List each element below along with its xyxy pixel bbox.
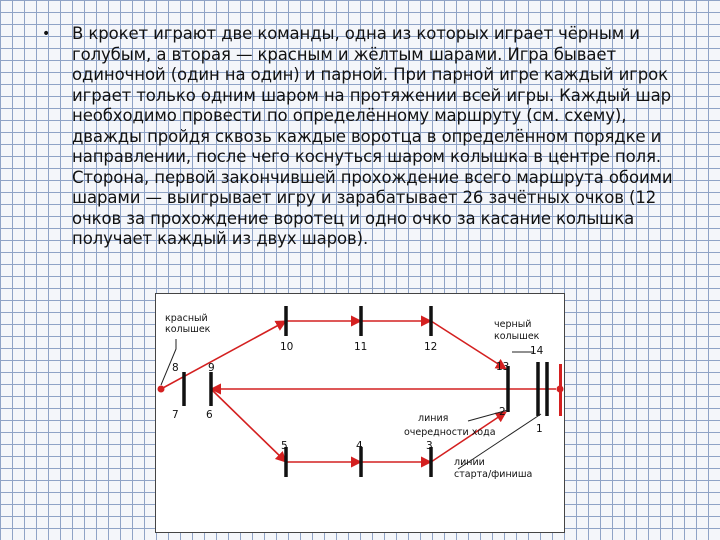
gate-number-3: 3	[426, 440, 433, 452]
gate-number-13: 13	[496, 361, 510, 373]
gate-number-1: 1	[536, 423, 543, 435]
black-peg-marker	[557, 386, 564, 393]
order-line-label-line2: очередности хода	[404, 427, 496, 438]
gate-number-2: 2	[499, 406, 506, 418]
black-peg-label-line2: колышек	[494, 331, 540, 342]
gate-number-5: 5	[281, 440, 288, 452]
gate-number-12: 12	[424, 341, 438, 353]
red-peg-label-line2: колышек	[165, 324, 211, 335]
gate-number-9: 9	[208, 362, 215, 374]
order-line-label-line1: линия	[418, 413, 449, 424]
gates	[184, 306, 547, 477]
gate-number-14: 14	[530, 345, 544, 357]
rules-paragraph: В крокет играют две команды, одна из которых играет чёрным и голубым, а вторая — красным и жёлтым шарами. Игра бывает одиночной (один на один) и парной. При парной игре каждый игрок играет только одним шаром на протяжении всей игры. Каждый шар необходимо провести по определённому маршруту (см. схему), дважды пройдя сквозь каждые воротца в определённом порядке и направлении, после чего коснуться шаром колышка в центре поля. Сторона, первой закончившей прохождение всего маршрута обоими шарами — выигрывает игру и зарабатывает 26 зачётных очков (12 очков за прохождение воротец и одно очко за касание колышка получает каждый из двух шаров).	[72, 24, 673, 248]
gate-number-8: 8	[172, 362, 179, 374]
black-peg-label-line1: черный	[494, 319, 532, 330]
red-peg-label-line1: красный	[165, 313, 208, 324]
start-line-label-line2: старта/финиша	[454, 469, 533, 480]
course-svg	[156, 294, 564, 532]
bullet-point: •	[42, 26, 51, 42]
red-peg-marker	[158, 386, 165, 393]
gate-number-10: 10	[280, 341, 294, 353]
gate-number-7: 7	[172, 409, 179, 421]
croquet-course-diagram	[155, 293, 565, 533]
start-line-label-line1: линии	[454, 457, 485, 468]
gate-number-6: 6	[206, 409, 213, 421]
slide-text-block	[42, 24, 692, 250]
gate-number-11: 11	[354, 341, 368, 353]
gate-number-4: 4	[356, 440, 363, 452]
route-segment	[211, 389, 286, 462]
